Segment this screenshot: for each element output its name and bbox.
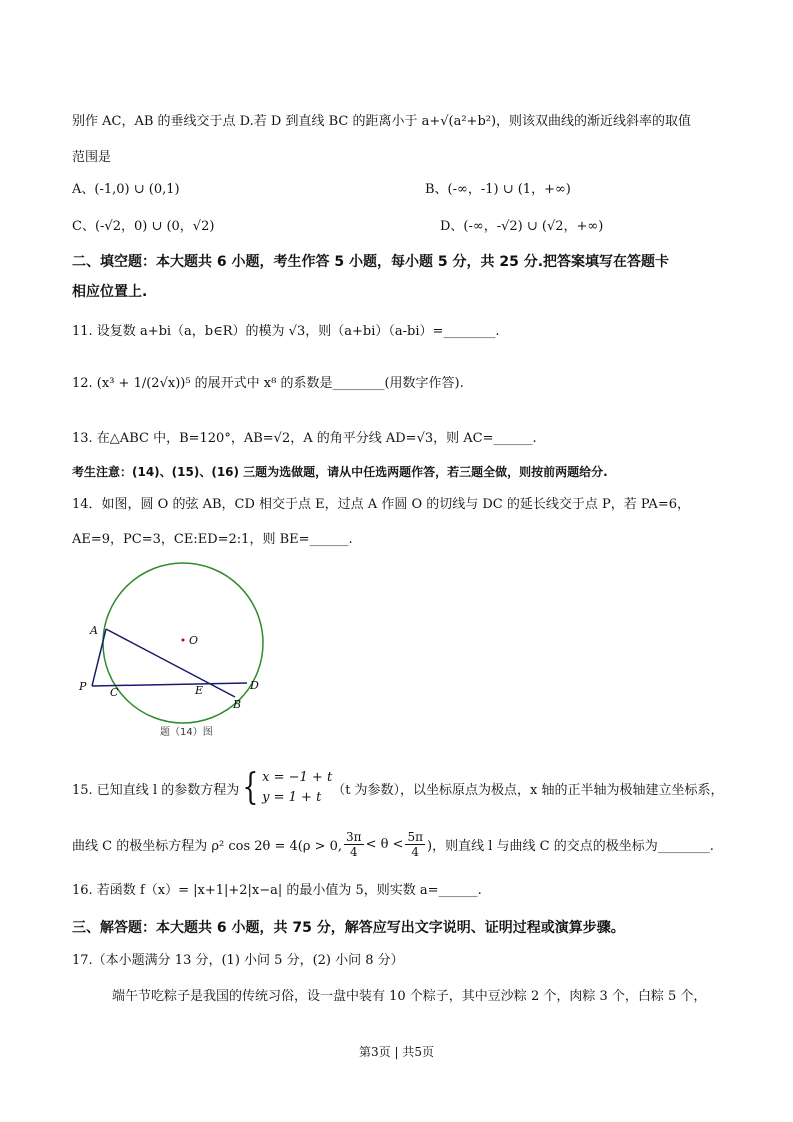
question-12: 12. (x³ + 1/(2√x))⁵ 的展开式中 x⁸ 的系数是________(用数字作答). [72, 376, 464, 391]
question-17-line-1: 17.（本小题满分 13 分，(1) 小问 5 分，(2) 小问 8 分） [72, 953, 404, 968]
option-a: A、(-1,0) ∪ (0,1) [72, 182, 180, 197]
question-14-line-1: 14．如图，圆 O 的弦 AB，CD 相交于点 E，过点 A 作圆 O 的切线与 DC 的延长线交于点 P，若 PA=6， [72, 497, 690, 512]
question-16: 16. 若函数 f（x）= |x+1|+2|x−a| 的最小值为 5，则实数 a=______. [72, 883, 482, 898]
figure-caption: 题（14）图 [160, 727, 213, 738]
q15-intro-post: （t 为参数），以坐标原点为极点，x 轴的正半轴为极轴建立坐标系， [332, 782, 724, 798]
param-eq-x: x = −1 + t [262, 770, 333, 785]
fraction-3pi-4: $\frac{3\pi}{4}$ [346, 830, 362, 859]
question-17-line-2: 端午节吃粽子是我国的传统习俗，设一盘中装有 10 个粽子，其中豆沙粽 2 个，肉粽 3 个，白粽 5 个， [112, 989, 707, 1004]
circle-chord-figure [72, 555, 272, 745]
label-p: P [79, 680, 87, 693]
center-o-dot [182, 639, 185, 642]
q15-polar-post: )，则直线 l 与曲线 C 的交点的极坐标为________. [427, 839, 714, 854]
section-3-heading: 三、解答题：本大题共 6 小题，共 75 分，解答应写出文字说明、证明过程或演算步骤。 [72, 920, 625, 936]
page-footer: 第3页 | 共5页 [359, 1045, 434, 1059]
chord-ab [106, 629, 235, 697]
option-d: D、(-∞，-√2) ∪ (√2，+∞) [440, 219, 604, 234]
question-15-line-2 [72, 830, 714, 859]
label-a: A [90, 624, 98, 637]
label-d: D [250, 679, 259, 692]
left-brace: { [242, 767, 259, 808]
question-14-line-2: AE=9，PC=3，CE:ED=2:1，则 BE=______. [72, 532, 353, 547]
question-13: 13. 在△ABC 中，B=120°，AB=√2，A 的角平分线 AD=√3，则 AC=______. [72, 431, 537, 446]
intro-text: 别作 AC，AB 的垂线交于点 D.若 D 到直线 BC 的距离小于 a+√(a²+b²)，则该双曲线的渐近线斜率的取值 [72, 114, 692, 129]
label-e: E [195, 684, 204, 697]
option-c: C、(-√2，0) ∪ (0，√2) [72, 219, 215, 234]
intro-line-2: 范围是 [72, 150, 112, 165]
label-c: C [110, 686, 119, 699]
option-b: B、(-∞，-1) ∪ (1，+∞) [425, 182, 571, 197]
fraction-5pi-4: $\frac{5\pi}{4}$ [407, 830, 423, 859]
intro-line-1 [72, 110, 691, 129]
param-eq-y: y = 1 + t [262, 790, 322, 805]
question-11: 11. 设复数 a+bi（a，b∈R）的模为 √3，则（a+bi）（a-bi）=________. [72, 324, 500, 339]
label-b: B [233, 698, 242, 711]
section-2-heading-line-1: 二、填空题：本大题共 6 小题，考生作答 5 小题，每小题 5 分，共 25 分.把答案填写在答题卡 [72, 254, 670, 270]
q15-theta: < θ < [365, 837, 404, 852]
q15-intro: 15. 已知直线 l 的参数方程为 [72, 782, 240, 798]
q15-polar-pre: 曲线 C 的极坐标方程为 ρ² cos 2θ = 4(ρ > 0, [72, 839, 343, 854]
question-15-line-1 [72, 768, 724, 808]
elective-note: 考生注意：(14)、(15)、(16) 三题为选做题，请从中任选两题作答，若三题全做，则按前两题给分. [72, 465, 608, 479]
section-2-heading-line-2: 相应位置上. [72, 284, 148, 300]
parametric-system [239, 768, 332, 808]
label-o: O [189, 634, 199, 647]
